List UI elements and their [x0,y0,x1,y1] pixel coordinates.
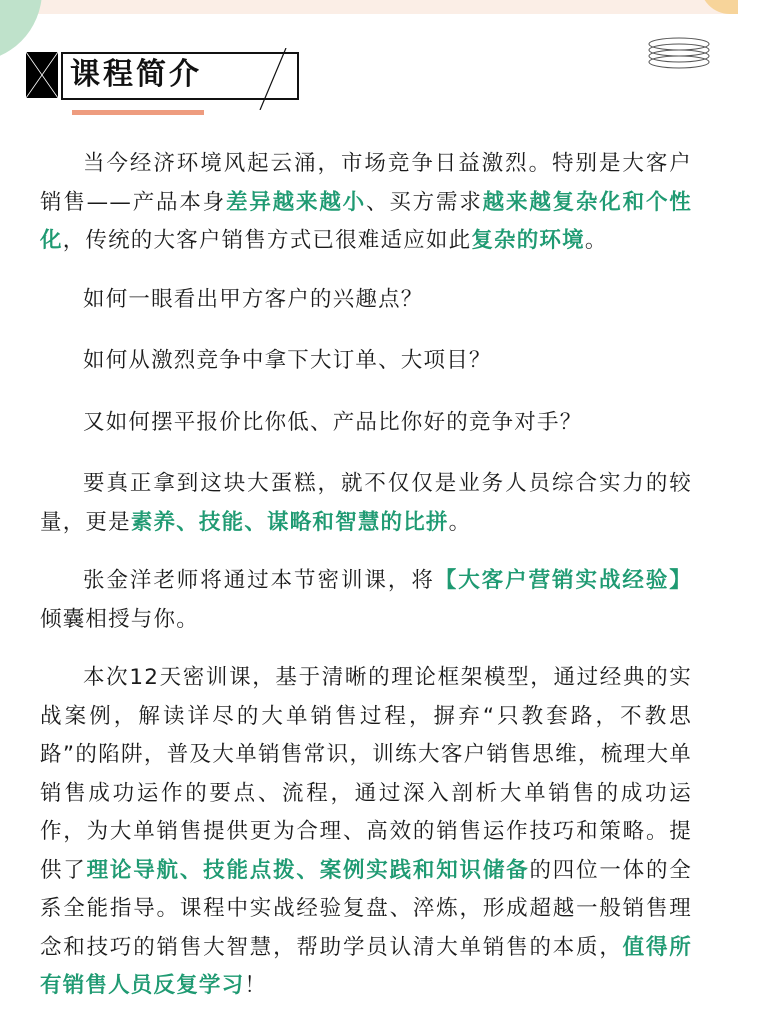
slash-decor-icon [250,48,290,110]
question-1: 如何一眼看出甲方客户的兴趣点？ [83,286,424,312]
text: 张金洋老师将通过本节密训课，将 [83,568,435,593]
highlight-text: 越来越复杂化和个性化 [40,189,692,253]
highlight-text: 理论导航、技能点拨、案例实践和知识储备 [86,857,530,883]
question-3: 又如何摆平报价比你低、产品比你好的竞争对手？ [83,409,583,435]
highlight-text: 值得所有销售人员反复学习 [40,934,692,998]
course-intro-body [40,145,692,1026]
title-underline [72,110,204,115]
text: 要真正拿到这块大蛋糕，就不仅仅是业务人员综合实力的较量，更是 [40,471,692,535]
section-heading [26,52,306,102]
highlight-text: 素养、技能、谋略和智慧的比拼 [130,509,449,535]
right-margin [738,0,763,964]
top-decor-band [0,0,738,14]
cross-box-icon [26,52,58,98]
text: ，传统的大客户销售方式已很难适应如此 [62,228,472,253]
paragraph-intro [40,145,692,261]
text: 。 [448,509,472,535]
highlight-text: 复杂的环境 [471,228,585,253]
coil-spring-icon [646,36,712,72]
text: ！ [244,973,268,998]
text: 、买方需求 [366,189,483,215]
paragraph-course-details [40,659,692,1006]
paragraph-competition [40,465,692,542]
text: 当今经济环境风起云涌，市场竞争日益激烈。特别是大客户销售——产品本身 [40,151,692,215]
text: 的四位一体的全系全能指导。课程中实战经验复盘、淬炼，形成超越一般销售理念和技巧的销售大智慧，帮助学员认清大单销售的本质， [40,857,692,960]
question-2: 如何从激烈竞争中拿下大订单、大项目？ [83,348,492,373]
paragraph-teacher [40,562,692,639]
highlight-text: 差异越来越小 [226,189,366,215]
text: 。 [584,228,608,253]
highlight-text: 【大客户营销实战经验】 [434,568,692,593]
text: 本次12天密训课，基于清晰的理论框架模型，通过经典的实战案例，解读详尽的大单销售过程，摒弃“只教套路，不教思路”的陷阱，普及大单销售常识，训练大客户销售思维，梳理大单销售成功运作的要点、流程，通过深入剖析大单销售的成功运作，为大单销售提供更为合理、高效的销售运作技巧和策略。提供了 [40,665,692,883]
section-title: 课程简介 [70,57,202,92]
text: 倾囊相授与你。 [40,606,199,632]
